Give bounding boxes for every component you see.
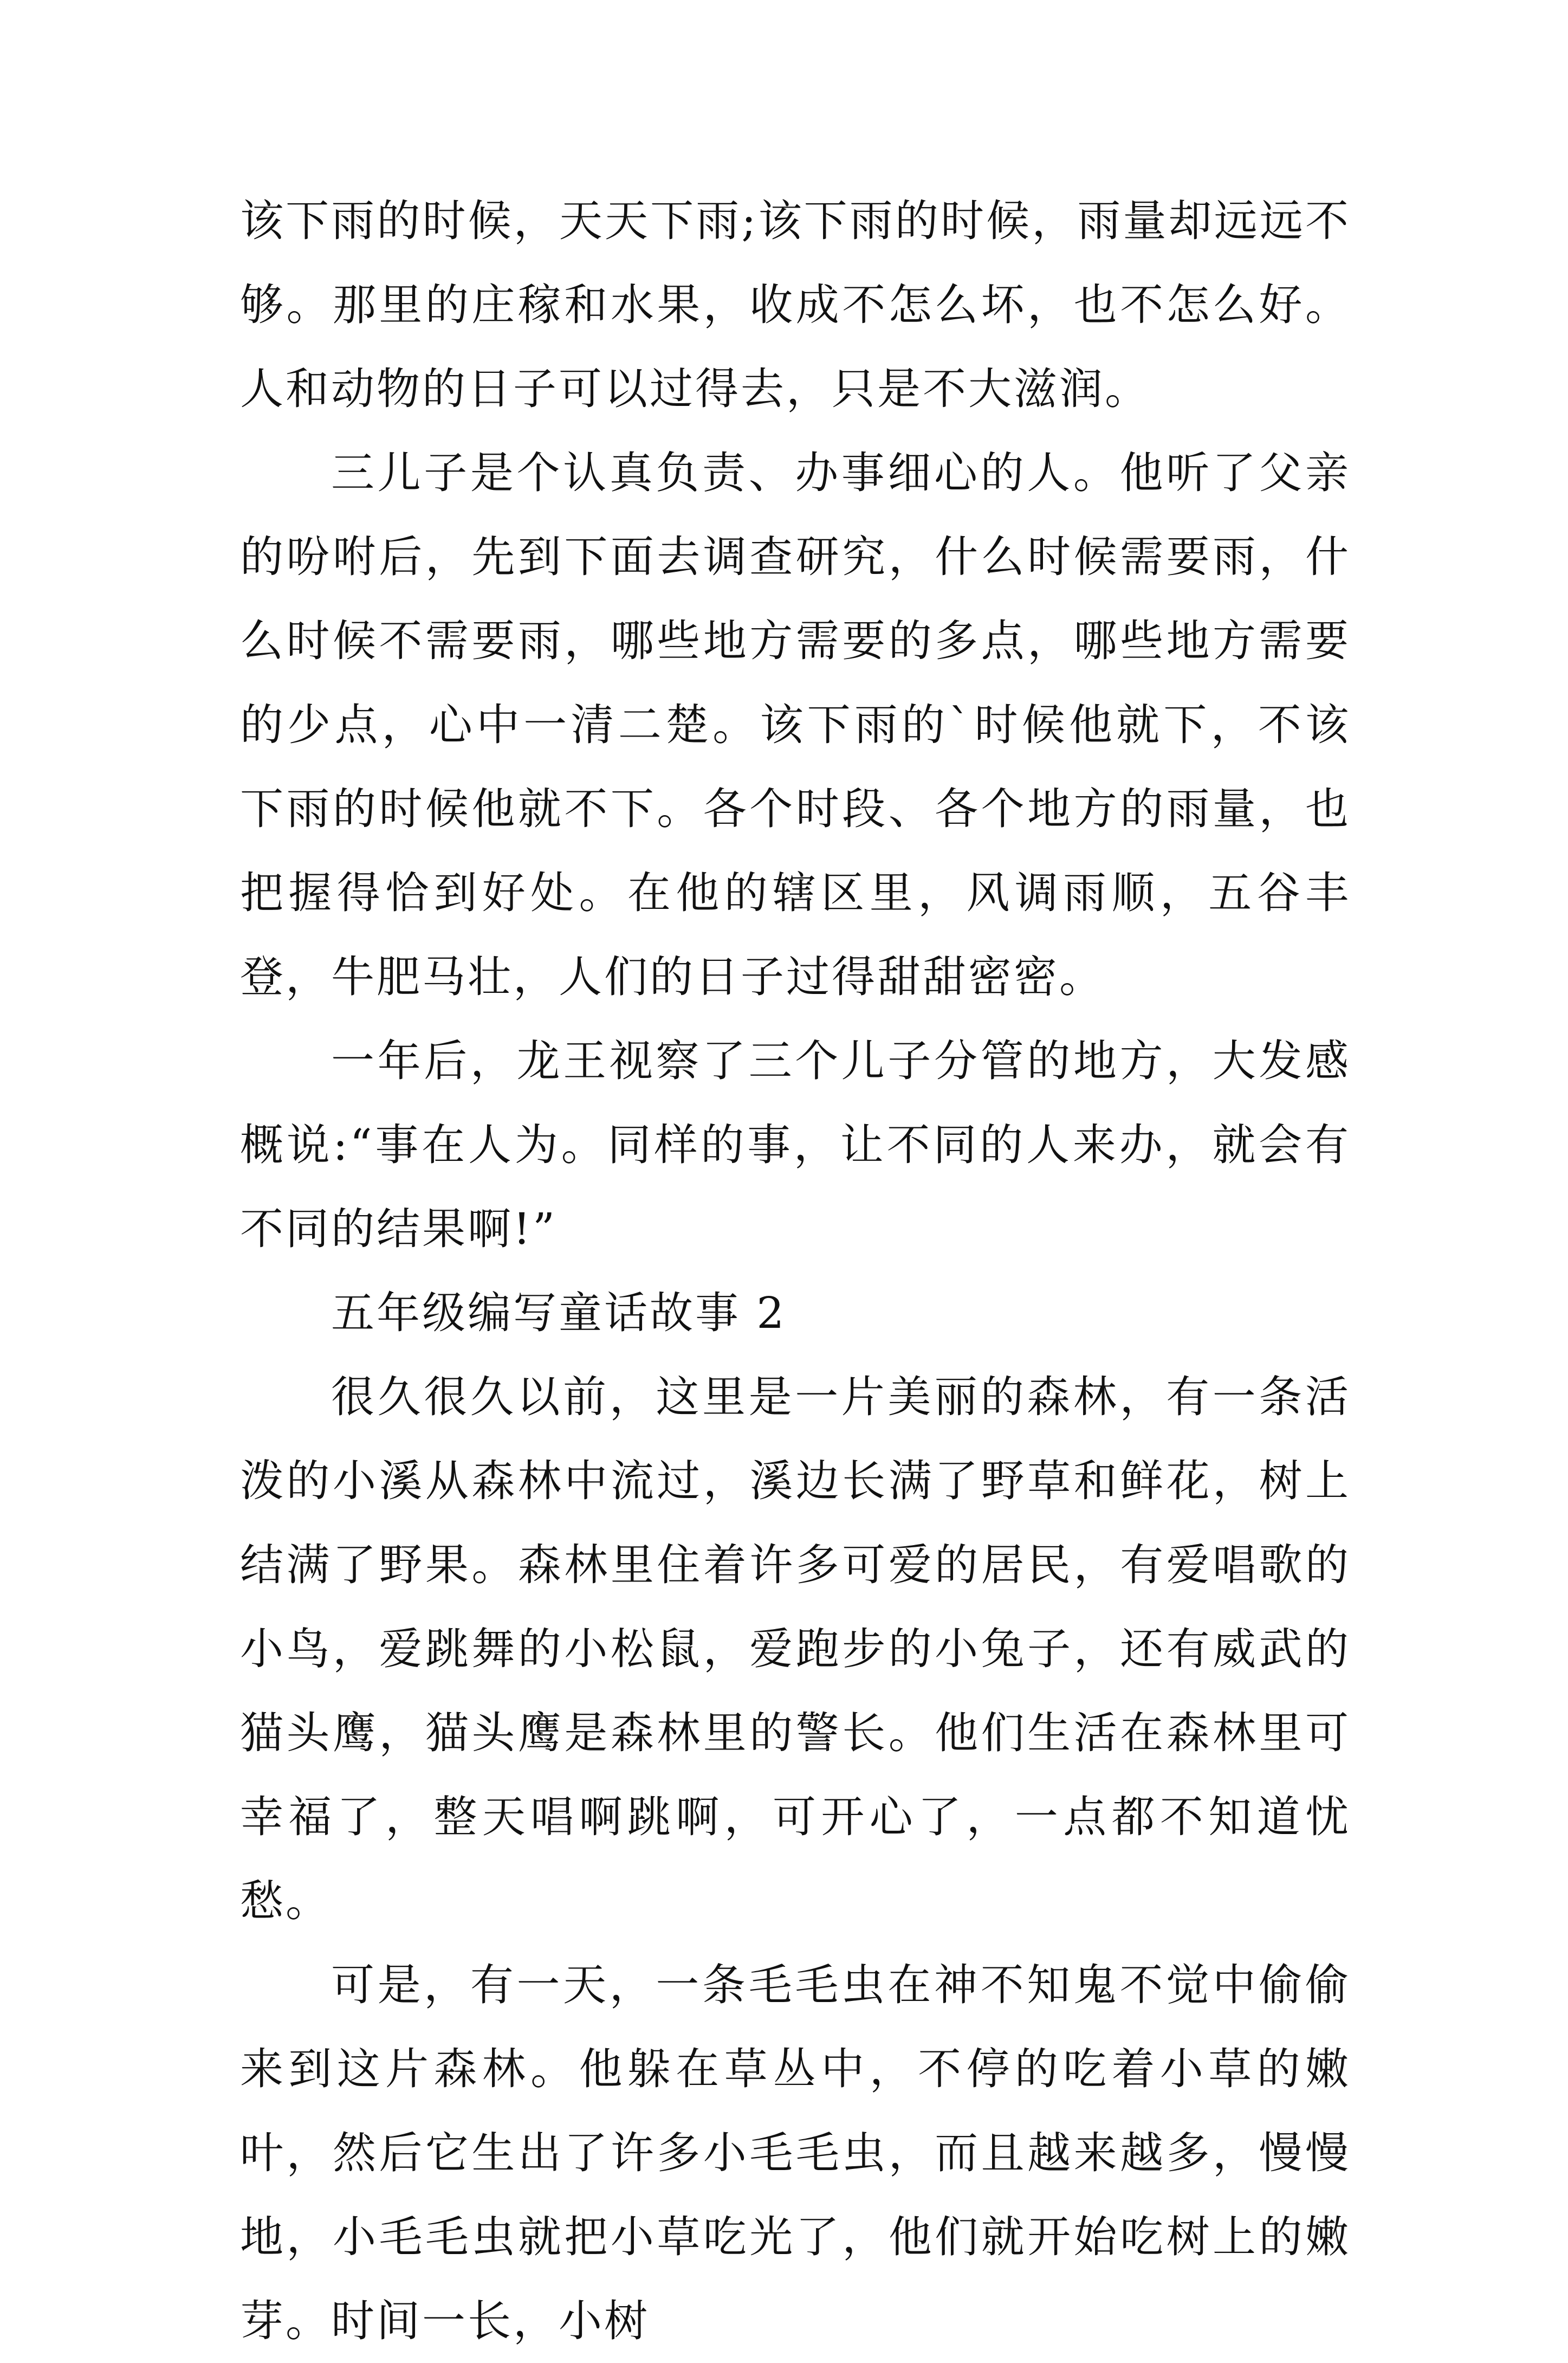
paragraph-5: 可是，有一天，一条毛毛虫在神不知鬼不觉中偷偷来到这片森林。他躲在草丛中，不停的吃着小草的嫩叶，然后它生出了许多小毛毛虫，而且越来越多，慢慢地，小毛毛虫就把小草吃光了，他们就开始吃树上的嫩芽。时间一长，小树: [240, 1960, 1351, 2346]
paragraph-2: 三儿子是个认真负责、办事细心的人。他听了父亲的吩咐后，先到下面去调查研究，什么时候需要雨，什么时候不需要雨，哪些地方需要的多点，哪些地方需要的少点，心中一清二楚。该下雨的`时候他就下，不该下雨的时候他就不下。各个时段、各个地方的雨量，也把握得恰到好处。在他的辖区里，风调雨顺，五谷丰登，牛肥马壮，人们的日子过得甜甜密密。: [240, 448, 1351, 1002]
paragraph-1: 该下雨的时候，天天下雨;该下雨的时候，雨量却远远不够。那里的庄稼和水果，收成不怎么坏，也不怎么好。人和动物的日子可以过得去，只是不大滋润。: [240, 196, 1351, 414]
section-heading: 五年级编写童话故事 2: [331, 1288, 787, 1338]
body-text: [240, 179, 1351, 2363]
paragraph-3: 一年后，龙王视察了三个儿子分管的地方，大发感概说:“事在人为。同样的事，让不同的人来办，就会有不同的结果啊!”: [240, 1036, 1351, 1254]
paragraph-4: 很久很久以前，这里是一片美丽的森林，有一条活泼的小溪从森林中流过，溪边长满了野草和鲜花，树上结满了野果。森林里住着许多可爱的居民，有爱唱歌的小鸟，爱跳舞的小松鼠，爱跑步的小兔子，还有威武的猫头鹰，猫头鹰是森林里的警长。他们生活在森林里可幸福了，整天唱啊跳啊，可开心了，一点都不知道忧愁。: [240, 1372, 1351, 1926]
